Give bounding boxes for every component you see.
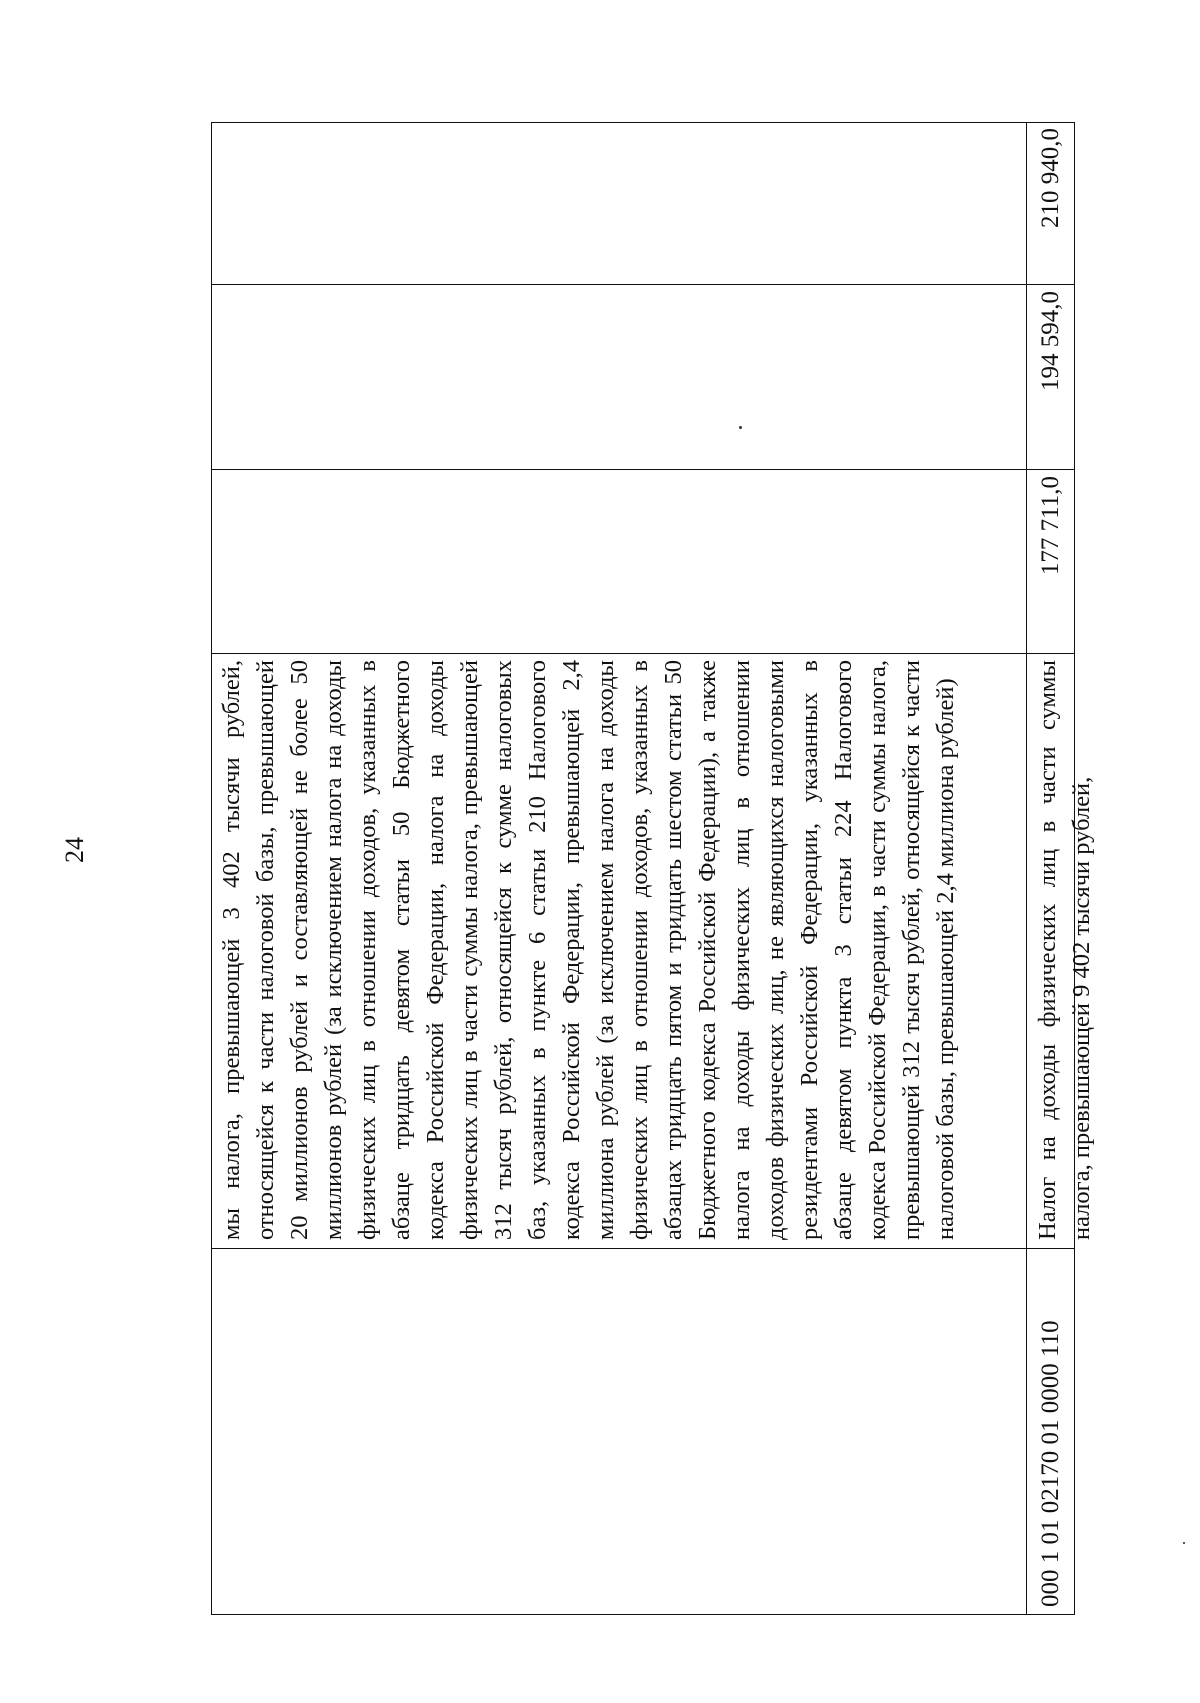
table-row1-value-1	[211, 469, 1027, 653]
table-row2-code: 000 1 01 02170 01 0000 110	[1027, 1248, 1075, 1615]
table-row2-value-3: 210 940,0	[1037, 128, 1064, 228]
table-row2-name: Налог на доходы физических лиц в части суммы налога, превышающей 9 402 тысячи рублей,	[1027, 653, 1075, 1248]
scan-speck	[1183, 1542, 1185, 1544]
table-row2-value-2: 194 594,0	[1027, 284, 1075, 469]
page-number: 24	[60, 837, 89, 863]
table-row2-value-1: 177 711,0	[1027, 469, 1075, 653]
table-row1-value-2	[211, 284, 1027, 469]
table-row1-value-3	[211, 122, 1027, 284]
table-row1-name: мы налога, превышающей 3 402 тысячи рублей, относящейся к части налоговой базы, превышающей 20 миллионов рублей и составляющей не более 50 миллионов рублей (за исключением налога на доходы физических лиц в отношении доходов, указанных в абзаце тридцать девятом статьи 50 Бюджетного кодекса Российской Федерации, налога на доходы физических лиц в части суммы налога, превышающей 312 тысяч рублей, относящейся к сумме налоговых баз, указанных в пункте 6 статьи 210 Налогового кодекса Российской Федерации, превышающей 2,4 миллиона рублей (за исключением налога на доходы физических лиц в отношении доходов, указанных в абзацах тридцать пятом и тридцать шестом статьи 50 Бюджетного кодекса Российской Федерации), а также налога на доходы физических лиц в отношении доходов физических лиц, не являющихся налоговыми резидентами Российской Федерации, указанных в абзаце девятом пункта 3 статьи 224 Налогового кодекса Российской Федерации, в части суммы налога, превышающей 312 тысяч рублей, относящейся к части налоговой базы, превышающей 2,4 миллиона рублей)	[211, 653, 1027, 1248]
revenue-table	[211, 122, 1095, 1615]
table-row1-code	[211, 1248, 1027, 1615]
